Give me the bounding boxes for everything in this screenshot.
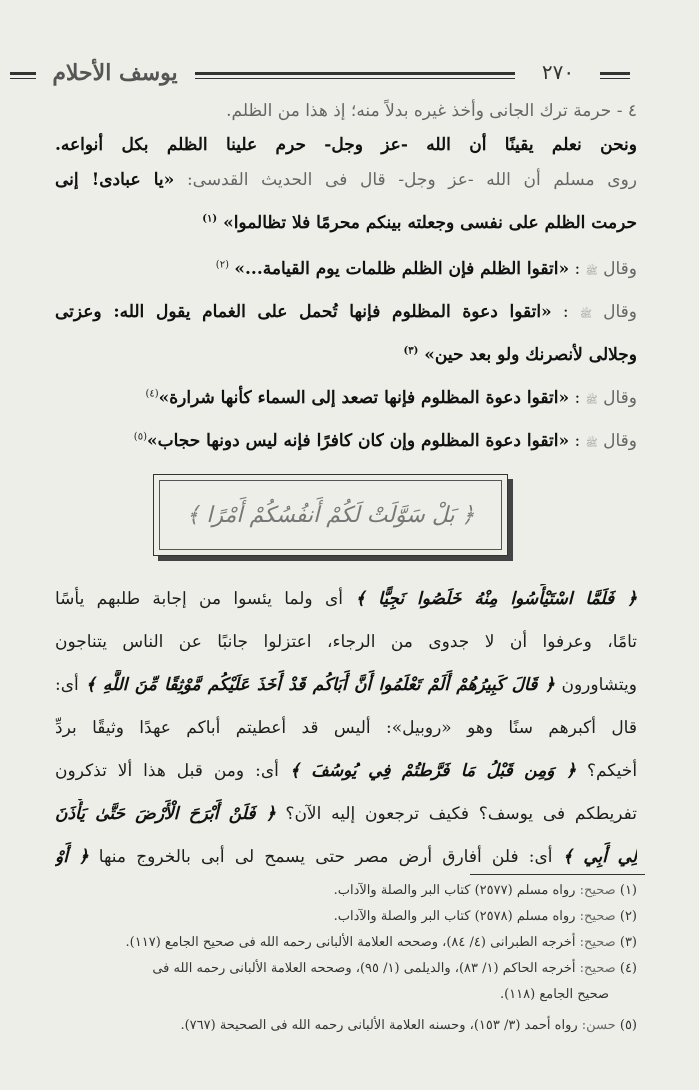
- footnote-text: صحيح الجامع (١١٨).: [499, 987, 609, 1002]
- line-text: أى:: [55, 675, 79, 695]
- text-line: [55, 627, 637, 659]
- quran-verse: ﴿ وَمِن قَبْلُ مَا فَرَّطتُمْ فِي يُوسُفَ ﴾: [289, 761, 576, 781]
- footnote-grade: صحيح:: [579, 961, 616, 976]
- footnote-ref: (٣): [403, 345, 419, 357]
- quran-verse: ﴿ قَالَ كَبِيرُهُمْ أَلَمْ تَعْلَمُوا أَنَّ أَبَاكُم قَدْ أَخَذَ عَلَيْكُم مَّوْثِقًا مِّنَ اللَّهِ ﴾: [85, 675, 555, 695]
- pbuh-glyph: ﷺ: [585, 438, 598, 449]
- footnote-number: (١): [619, 883, 637, 898]
- book-title: يوسف الأحلام: [52, 60, 178, 86]
- footnote-ref: (١): [202, 213, 218, 225]
- text-line: [55, 799, 637, 831]
- header-rule-thin: [195, 78, 515, 79]
- hadith-quote: حرمت الظلم على نفسى وجعلته بينكم محرمًا فلا تظالموا»: [223, 213, 637, 233]
- text-line: [55, 842, 637, 874]
- line-text: أخيكم؟: [586, 761, 637, 781]
- line-text: تامًا، وعرفوا أن لا جدوى من الرجاء، اعتزلوا جانبًا عن الناس يتناجون: [55, 632, 637, 652]
- footnote-grade: حسن:: [581, 1018, 616, 1033]
- footnote-number: (٤): [619, 961, 637, 976]
- boxed-heading: [153, 474, 508, 556]
- page-header: [0, 58, 699, 98]
- text-line: [55, 96, 637, 128]
- line-text: تفريطكم فى يوسف؟ فكيف ترجعون إليه الآن؟: [285, 804, 637, 824]
- footnote-number: (٥): [619, 1018, 637, 1033]
- said-word: وقال: [603, 388, 637, 408]
- quran-verse: ﴿ فَلَنْ أَبْرَحَ الْأَرْضَ حَتَّىٰ يَأْذَنَ: [55, 804, 276, 824]
- text-line: [55, 130, 637, 162]
- header-rule: [195, 72, 515, 75]
- footnote-text: أخرجه الحاكم (١/ ٨٣)، والديلمى (١/ ٩٥)، وصححه العلامة الألبانى رحمه الله فى: [152, 961, 576, 976]
- colon: :: [574, 259, 581, 279]
- line-text: قال أكبرهم سنًا وهو «روبيل»: أليس قد أعطيتم أباكم عهدًا وثيقًا بردِّ: [55, 718, 637, 738]
- text-line: [55, 340, 637, 372]
- header-rule-left: [10, 72, 36, 75]
- footnote: [55, 880, 637, 904]
- footnote-continuation: [55, 984, 637, 1008]
- page-number: ٢٧٠: [541, 60, 575, 84]
- colon: :: [574, 388, 581, 408]
- hadith-quote: «اتقوا دعوة المظلوم فإنها تصعد إلى السماء كأنها شرارة»: [158, 388, 570, 408]
- footnote: [55, 958, 637, 982]
- pbuh-glyph: ﷺ: [579, 309, 592, 320]
- footnote-ref: (٢): [215, 259, 229, 271]
- boxed-heading-text: ﴿ بَلْ سَوَّلَتْ لَكُمْ أَنفُسُكُمْ أَمْرًا ﴾: [159, 480, 502, 550]
- text-line: [55, 426, 637, 458]
- text-line: [55, 670, 637, 702]
- footnote-text: رواه مسلم (٢٥٧٧) كتاب البر والصلة والآداب.: [333, 883, 576, 898]
- footnote: [55, 1015, 637, 1039]
- text-line: [55, 208, 637, 240]
- pbuh-glyph: ﷺ: [585, 266, 598, 277]
- text-line: [55, 756, 637, 788]
- footnote: [55, 932, 637, 956]
- colon: :: [574, 431, 581, 451]
- footnote-ref: (٥): [133, 431, 147, 443]
- footnote-divider: [470, 874, 645, 875]
- footnote-text: رواه أحمد (٣/ ١٥٣)، وحسنه العلامة الألبانى رحمه الله فى الصحيحة (٧٦٧).: [180, 1018, 578, 1033]
- footnote-grade: صحيح:: [579, 935, 616, 950]
- text-line: [55, 584, 637, 616]
- text-line: [55, 383, 637, 415]
- footnote-text: رواه مسلم (٢٥٧٨) كتاب البر والصلة والآداب.: [333, 909, 576, 924]
- colon: :: [562, 302, 569, 322]
- text-line: [55, 297, 637, 329]
- hadith-quote: «اتقوا دعوة المظلوم فإنها تُحمل على الغمام يقول الله: وعزتى: [55, 302, 552, 322]
- footnote-number: (٢): [619, 909, 637, 924]
- pbuh-glyph: ﷺ: [585, 395, 598, 406]
- footnote-grade: صحيح:: [579, 909, 616, 924]
- header-rule-right: [600, 72, 630, 75]
- quran-verse: لِي أَبِي ﴾: [562, 847, 637, 867]
- quran-verse: ﴿ فَلَمَّا اسْتَيْأَسُوا مِنْهُ خَلَصُوا نَجِيًّا ﴾: [355, 589, 637, 609]
- said-word: وقال: [603, 302, 637, 322]
- footnote: [55, 906, 637, 930]
- line-text: أى: ومن قبل هذا ألا تذكرون: [55, 761, 279, 781]
- line-text: ٤ - حرمة ترك الجانى وأخذ غيره بدلاً منه؛ إذ هذا من الظلم.: [226, 101, 637, 121]
- hadith-quote: «يا عبادى! إنى: [55, 170, 175, 190]
- line-text: أى: فلن أفارق أرض مصر حتى يسمح لى أبى بالخروج منها: [98, 847, 553, 867]
- header-rule-right-thin: [600, 78, 630, 79]
- footnote-ref: (٤): [145, 388, 159, 400]
- hadith-quote: «اتقوا دعوة المظلوم وإن كان كافرًا فإنه ليس دونها حجاب»: [146, 431, 570, 451]
- text-line: [55, 713, 637, 745]
- footnote-text: أخرجه الطبرانى (٤/ ٨٤)، وصححه العلامة الألبانى رحمه الله فى صحيح الجامع (١١٧).: [125, 935, 576, 950]
- text-line: [55, 165, 637, 197]
- hadith-quote: «اتقوا الظلم فإن الظلم ظلمات يوم القيامة...»: [234, 259, 570, 279]
- quran-verse: ﴿ أَوْ: [55, 847, 89, 867]
- line-text: ويتشاورون: [561, 675, 637, 695]
- footnote-number: (٣): [619, 935, 637, 950]
- line-text: ونحن نعلم يقينًا أن الله -عز وجل- حرم علينا الظلم بكل أنواعه.: [55, 135, 637, 155]
- said-word: وقال: [603, 259, 637, 279]
- footnote-grade: صحيح:: [579, 883, 616, 898]
- said-word: وقال: [603, 431, 637, 451]
- hadith-quote: وجلالى لأنصرنك ولو بعد حين»: [424, 345, 637, 365]
- header-rule-left-thin: [10, 78, 36, 79]
- text-line: [55, 254, 637, 286]
- line-text: روى مسلم أن الله -عز وجل- قال فى الحديث القدسى:: [186, 170, 637, 190]
- line-text: أى ولما يئسوا من إجابة طلبهم يأسًا: [55, 589, 344, 609]
